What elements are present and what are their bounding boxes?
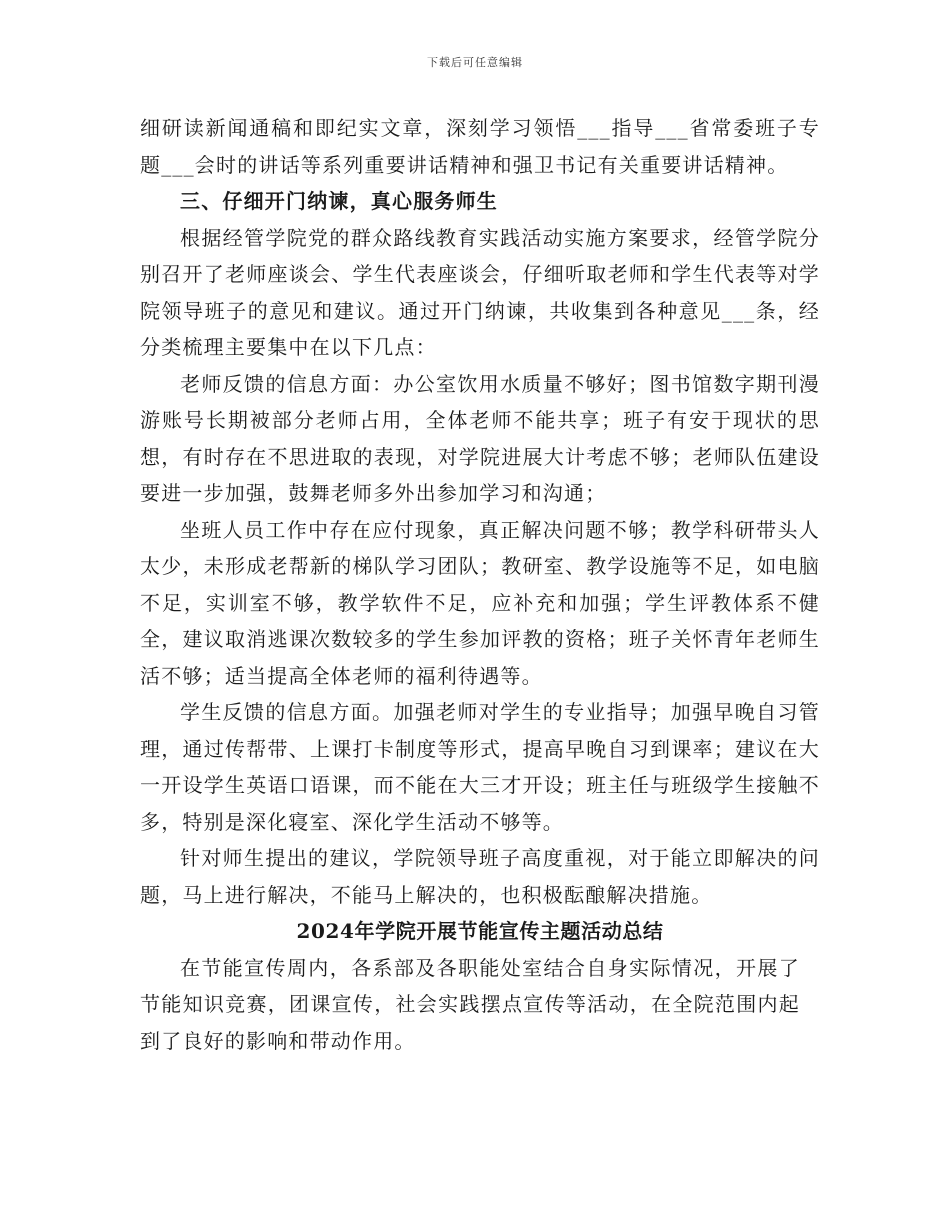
paragraph-2: 根据经管学院党的群众路线教育实践活动实施方案要求，经管学院分别召开了老师座谈会、学生代表座谈会，仔细听取老师和学生代表等对学院领导班子的意见和建议。通过开门纳谏，共收集到各种意见___条，经分类梳理主要集中在以下几点： <box>140 225 820 359</box>
paragraph-1: 细研读新闻通稿和即纪实文章，深刻学习领悟___指导___省常委班子专题___会时的讲话等系列重要讲话精神和强卫书记有关重要讲话精神。 <box>140 116 820 177</box>
section-heading-3: 三、仔细开门纳谏，真心服务师生 <box>180 189 498 213</box>
paragraph-4: 坐班人员工作中存在应付现象，真正解决问题不够；教学科研带头人太少，未形成老帮新的梯队学习团队；教研室、教学设施等不足，如电脑不足，实训室不够，教学软件不足，应补充和加强；学生评教体系不健全，建议取消逃课次数较多的学生参加评教的资格；班子关怀青年老师生活不够；适当提高全体老师的福利待遇等。 <box>140 517 820 688</box>
header-note: 下载后可任意编辑 <box>427 56 523 69</box>
paragraph-3: 老师反馈的信息方面：办公室饮用水质量不够好；图书馆数字期刊漫游账号长期被部分老师占用，全体老师不能共享；班子有安于现状的思想，有时存在不思进取的表现，对学院进展大计考虑不够；老师队伍建设要进一步加强，鼓舞老师多外出参加学习和沟通； <box>140 371 820 505</box>
paragraph-7: 在节能宣传周内，各系部及各职能处室结合自身实际情况，开展了节能知识竞赛，团课宣传，社会实践摆点宣传等活动，在全院范围内起到了良好的影响和带动作用。 <box>140 955 800 1053</box>
document-body <box>140 110 820 1059</box>
paragraph-5: 学生反馈的信息方面。加强老师对学生的专业指导；加强早晚自习管理，通过传帮带、上课打卡制度等形式，提高早晚自习到课率；建议在大一开设学生英语口语课，而不能在大三才开设；班主任与班级学生接触不多，特别是深化寝室、深化学生活动不够等。 <box>140 700 820 834</box>
document-title: 2024年学院开展节能宣传主题活动总结 <box>296 919 664 943</box>
paragraph-6: 针对师生提出的建议，学院领导班子高度重视，对于能立即解决的问题，马上进行解决，不能马上解决的，也积极酝酿解决措施。 <box>140 846 820 907</box>
